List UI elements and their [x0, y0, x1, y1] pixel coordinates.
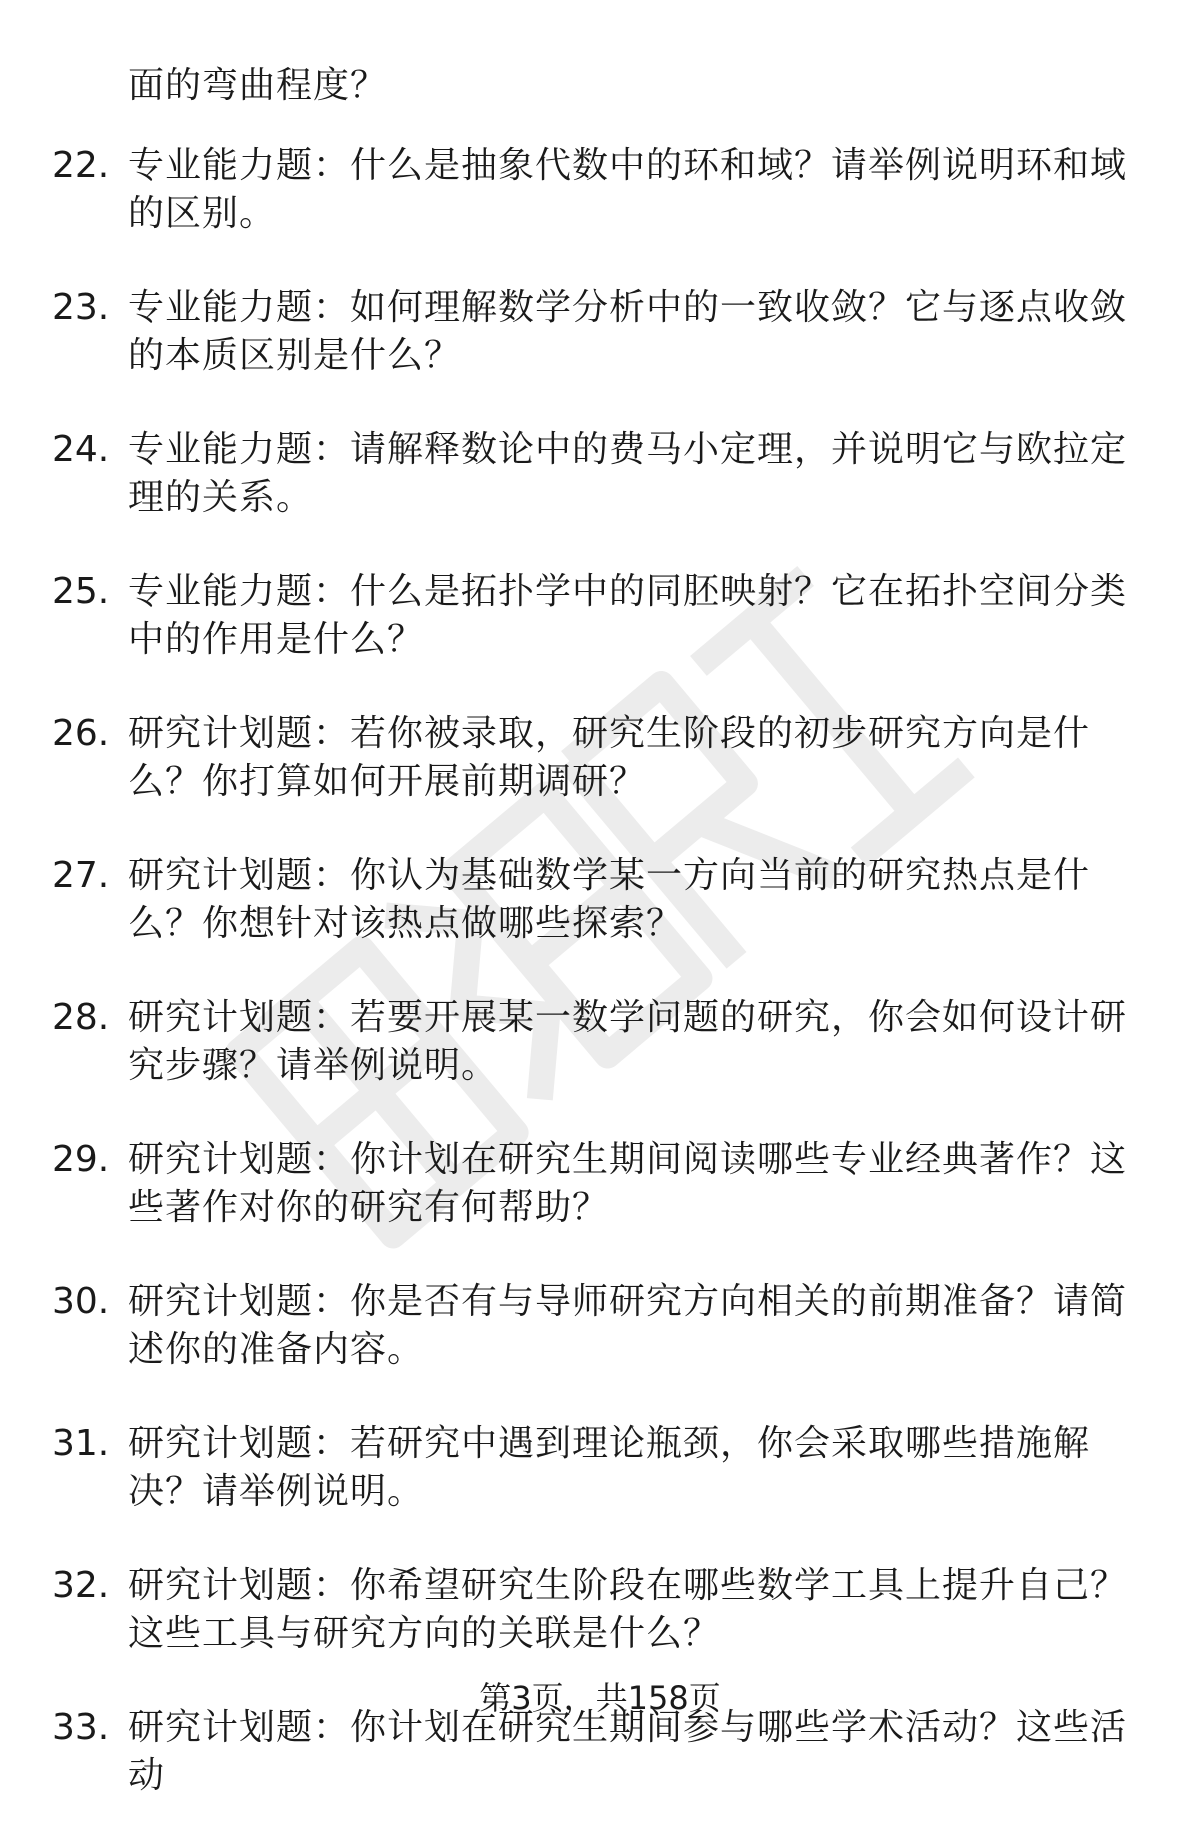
question-text: 研究计划题：你是否有与导师研究方向相关的前期准备？请简述你的准备内容。: [128, 1281, 1128, 1370]
question-number: 22.: [52, 145, 110, 186]
question-number: 32.: [52, 1565, 110, 1606]
continuation-text: 面的弯曲程度？: [128, 65, 388, 106]
question-number: 25.: [52, 571, 110, 612]
list-item: [0, 1704, 1200, 1846]
question-text: 专业能力题：什么是抽象代数中的环和域？请举例说明环和域的区别。: [128, 145, 1128, 234]
question-number: 29.: [52, 1139, 110, 1180]
question-text: 研究计划题：若要开展某一数学问题的研究，你会如何设计研究步骤？请举例说明。: [128, 997, 1128, 1086]
question-number: 31.: [52, 1423, 110, 1464]
question-text: 研究计划题：你计划在研究生期间参与哪些学术活动？这些活动: [128, 1707, 1128, 1796]
list-item: [0, 1278, 1200, 1420]
question-list: [0, 142, 1200, 1846]
page-number-footer: 第3页，共158页: [479, 1679, 721, 1717]
question-number: 24.: [52, 429, 110, 470]
question-text: 研究计划题：你认为基础数学某一方向当前的研究热点是什么？你想针对该热点做哪些探索？: [128, 855, 1091, 944]
list-item: [0, 426, 1200, 568]
question-number: 23.: [52, 287, 110, 328]
list-item: [0, 284, 1200, 426]
question-text: 研究计划题：你希望研究生阶段在哪些数学工具上提升自己？这些工具与研究方向的关联是什么？: [128, 1565, 1128, 1654]
question-number: 33.: [52, 1707, 110, 1748]
question-text: 专业能力题：如何理解数学分析中的一致收敛？它与逐点收敛的本质区别是什么？: [128, 287, 1128, 376]
list-item: [0, 1420, 1200, 1562]
question-text: 专业能力题：请解释数论中的费马小定理，并说明它与欧拉定理的关系。: [128, 429, 1128, 518]
question-text: 研究计划题：你计划在研究生期间阅读哪些专业经典著作？这些著作对你的研究有何帮助？: [128, 1139, 1128, 1228]
question-text: 研究计划题：若你被录取，研究生阶段的初步研究方向是什么？你打算如何开展前期调研？: [128, 713, 1091, 802]
list-item: [0, 568, 1200, 710]
question-text: 研究计划题：若研究中遇到理论瓶颈，你会采取哪些措施解决？请举例说明。: [128, 1423, 1091, 1512]
list-item: [0, 994, 1200, 1136]
question-number: 30.: [52, 1281, 110, 1322]
list-item: [0, 142, 1200, 284]
question-number: 28.: [52, 997, 110, 1038]
question-number: 26.: [52, 713, 110, 754]
question-number: 27.: [52, 855, 110, 896]
list-item: [0, 852, 1200, 994]
question-text: 专业能力题：什么是拓扑学中的同胚映射？它在拓扑空间分类中的作用是什么？: [128, 571, 1128, 660]
list-item: [0, 710, 1200, 852]
list-item: [0, 1136, 1200, 1278]
